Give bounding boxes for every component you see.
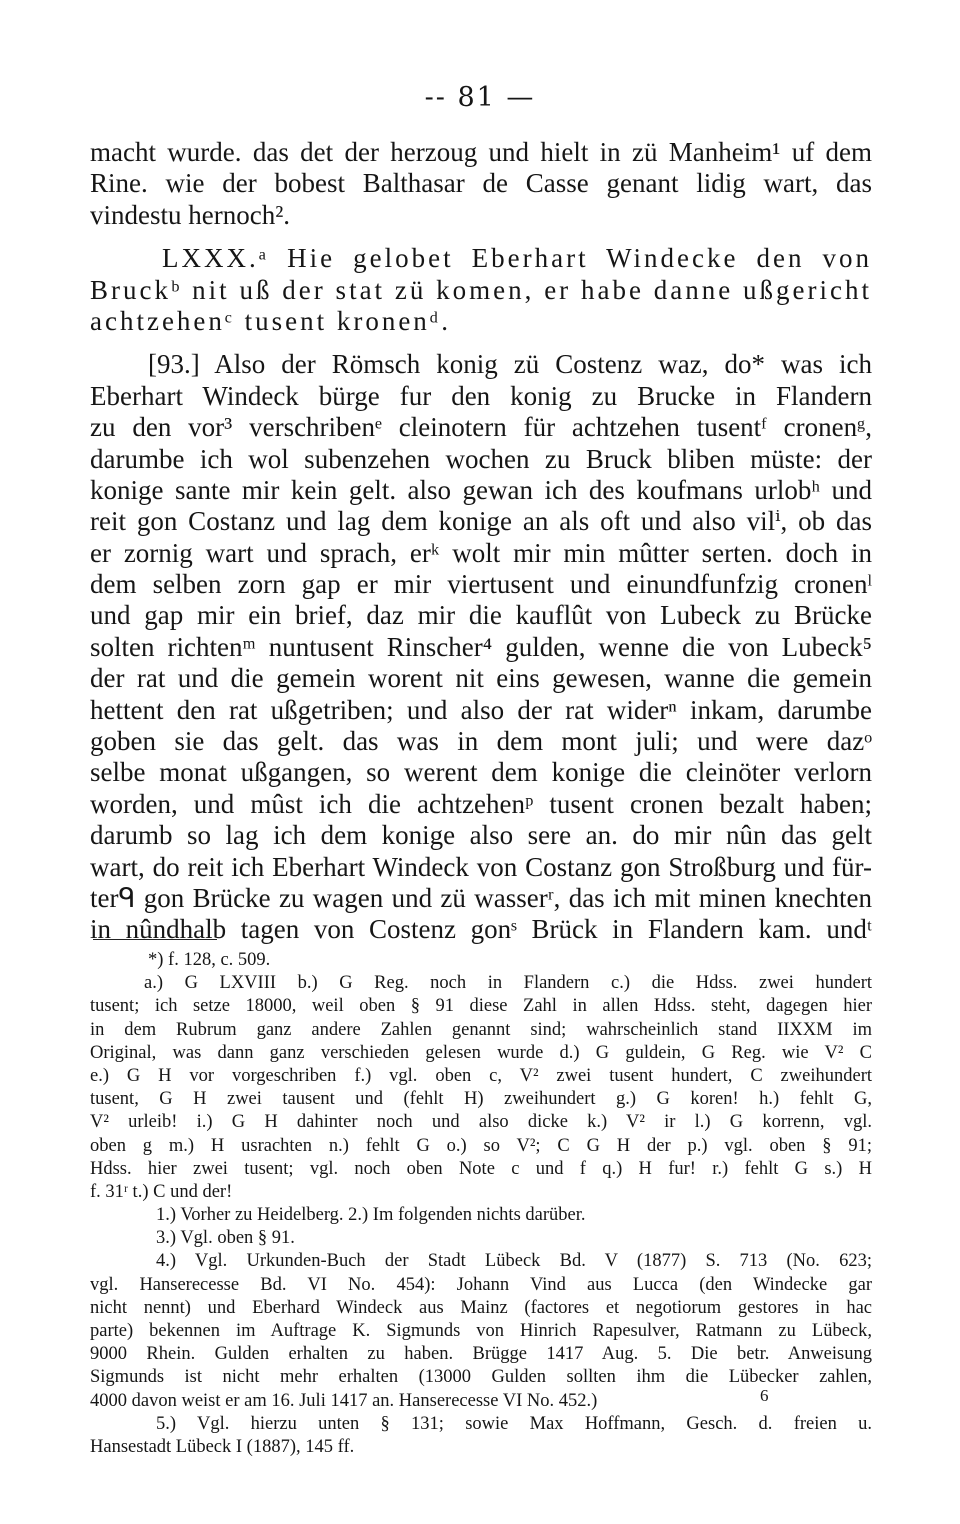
heading-line: LXXX.ᵃ Hie gelobet Eberhart Windecke den von [162,243,872,274]
chapter-heading [90,243,872,337]
footnotes [90,949,872,1459]
footnote-line: 9000 Rhein. Gulden erhalten zu haben. Brügge 1417 Aug. 5. Die betr. Anweisung [90,1344,872,1365]
footnote-line: 3.) Vgl. oben § 91. [156,1228,295,1249]
page-number: -- 81 — [424,82,536,113]
text-line: konige sante mir kein gelt. also gewan ich des koufmans urlobʰ und [90,474,872,505]
text-line: darumbe ich wol subenzehen wochen zu Bruck bliben müste: der [90,443,872,474]
footnote-line: parte) bekennen im Auftrage K. Sigmunds von Hinrich Rapesulver, Ratmann zu Lübeck, [90,1321,872,1341]
signature-mark: 6 [760,1386,769,1405]
footnote-line: Original, was dann ganz verschieden gelesen wurde d.) G guldein, G Reg. wie V² C [90,1042,872,1063]
footnote-line: 4.) Vgl. Urkunden-Buch der Stadt Lübeck Bd. V (1877) S. 713 (No. 623; [156,1251,872,1272]
footnote-line: oben g m.) H usrachten n.) fehlt G o.) so V²; C G H der p.) vgl. oben § 91; [90,1135,872,1156]
text-line: zu den vor³ verschribenᵉ cleinotern für achtzehen tusentᶠ cronenᵍ, [90,412,872,443]
footnote-line: a.) G LXVIII b.) G Reg. noch in Flandern c.) die Hdss. zwei hundert [144,973,872,994]
footnote-line: Hansestadt Lübeck I (1887), 145 ff. [90,1436,355,1457]
footnote-line: tusent; ich setze 18000, weil oben § 91 diese Zahl in allen Hdss. steht, dagegen hier [90,996,872,1017]
footnote-line: tusent, G H zwei tausent und (fehlt H) zweihundert g.) G koren! h.) fehlt G, [90,1089,872,1110]
text-line: reit gon Costanz und lag dem konige an als oft und also vilⁱ, ob das [90,506,872,537]
text-line: Rine. wie der bobest Balthasar de Casse genant lidig wart, das [90,168,872,199]
footnote-rule [93,939,217,940]
footnote-line: Hdss. hier zwei tusent; vgl. noch oben Note c und f q.) H fur! r.) fehlt G s.) H [90,1158,872,1179]
footnote-line: *) f. 128, c. 509. [148,950,271,970]
footnote-line: 1.) Vorher zu Heidelberg. 2.) Im folgenden nichts darüber. [156,1205,586,1226]
text-line: wart, do reit ich Eberhart Windeck von Costanz gon Stroßburg und für- [90,851,872,882]
text-line: macht wurde. das det der herzoug und hielt in zü Manheim¹ uf dem [90,137,872,167]
footnote-line: vgl. Hanserecesse Bd. VI No. 454): Johann Vind aus Lucca (den Windecke gar [90,1274,872,1295]
footnote-line: f. 31ʳ t.) C und der! [90,1181,233,1202]
text-line: terᑫ gon Brücke zu wagen und zü wasserʳ, das ich mit minen knechten [90,882,872,913]
text-line: und gap mir ein brief, daz mir die kauflût von Lubeck zu Brücke [90,600,872,631]
text-line: er zornig wart und sprach, erᵏ wolt mir min mûtter serten. doch in [90,537,872,568]
footnote-line: Sigmunds ist nicht mehr erhalten (13000 Gulden sollten ihm die Lübecker zahlen, [90,1367,872,1388]
footnote-line: nicht nennt) und Eberhard Windeck aus Mainz (factores et negotiorum gestores in hac [90,1297,872,1318]
text-line: hettent den rat ußgetriben; und also der rat widerⁿ inkam, darumbe [90,694,872,725]
text-line: solten richtenᵐ nuntusent Rinscher⁴ gulden, wenne die von Lubeck⁵ [90,631,872,662]
paragraph [90,137,872,231]
main-text [90,137,872,946]
text-line: selbe monat ußgangen, so werent dem konige die cleinöter verlorn [90,757,872,788]
text-line: [93.] Also der Römsch konig zü Costenz waz, do* was ich [148,349,872,380]
footnote-line: e.) G H vor vorgeschriben f.) vgl. oben c, V² zwei tusent hundert, C zweihundert [90,1065,872,1086]
text-line: in nûndhalb tagen von Costenz gonˢ Brück in Flandern kam. undᵗ [90,914,872,945]
paragraph [90,349,872,945]
heading-line: Bruckᵇ nit uß der stat zü komen, er habe danne ußgericht [90,274,872,305]
footnote-line: V² urleib! i.) G H dahinter noch und also dicke k.) V² ir l.) G korrenn, vgl. [90,1112,872,1133]
text-line: dem selben zorn gap er mir viertusent und einundfunfzig cronenˡ [90,569,872,600]
text-line: der rat und die gemein worent nit eins gewesen, wanne die gemein [90,663,872,694]
text-line: worden, und mûst ich die achtzehenᵖ tusent cronen bezalt haben; [90,788,872,819]
text-line: darumb so lag ich dem konige also sere an. do mir nûn das gelt [90,820,872,851]
text-line: Eberhart Windeck bürge fur den konig zu Brucke in Flandern [90,380,872,411]
heading-line: achtzehenᶜ tusent kronenᵈ. [90,305,451,336]
text-line: vindestu hernoch². [90,199,291,230]
footnote-line: 4000 davon weist er am 16. Juli 1417 an. Hanserecesse VI No. 452.) [90,1390,598,1411]
footnote-line: 5.) Vgl. hierzu unten § 131; sowie Max Hoffmann, Gesch. d. freien u. [156,1413,872,1434]
footnote-line: in dem Rubrum ganz andere Zahlen genannt sind; wahrscheinlich stand IIXXM im [90,1019,872,1040]
text-line: goben sie das gelt. das was in dem mont juli; und were dazᵒ [90,726,872,757]
